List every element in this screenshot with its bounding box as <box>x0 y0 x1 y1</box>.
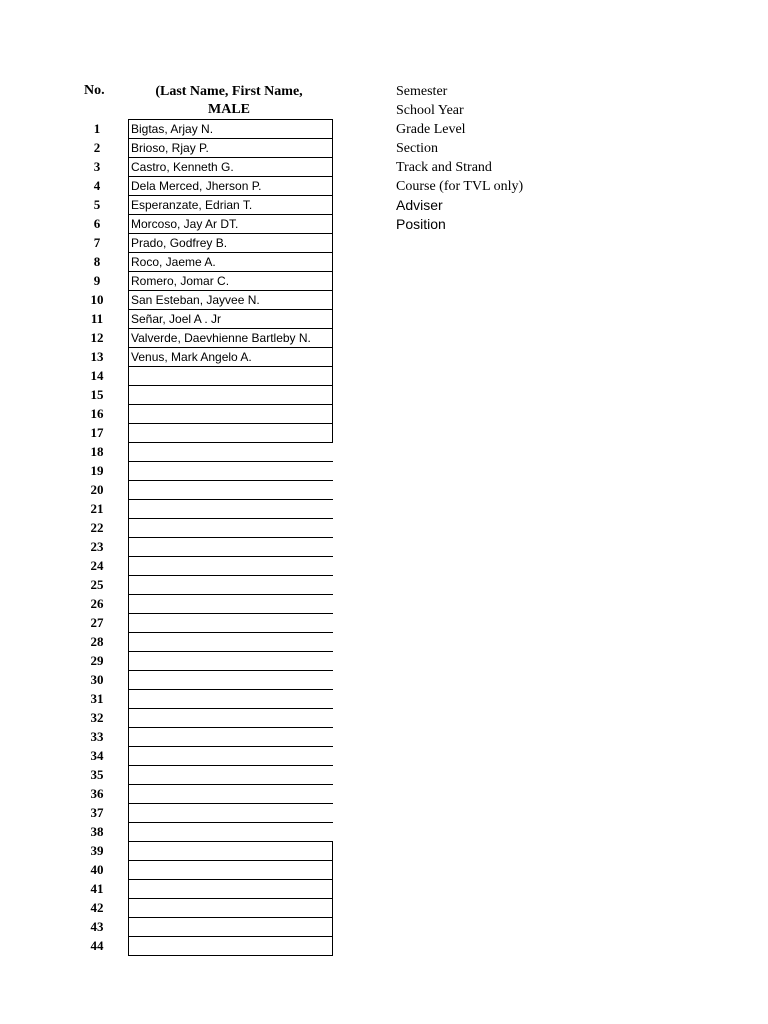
student-name-cell[interactable]: Dela Merced, Jherson P. <box>128 176 333 195</box>
row-number: 29 <box>90 653 104 668</box>
row-number: 27 <box>90 615 104 630</box>
student-name-cell[interactable] <box>128 442 333 461</box>
table-row <box>84 252 334 271</box>
student-name-cell[interactable] <box>128 936 333 956</box>
student-name-cell[interactable] <box>128 499 333 518</box>
student-name-cell[interactable] <box>128 708 333 727</box>
row-number: 14 <box>90 368 104 383</box>
row-number: 38 <box>90 824 104 839</box>
table-row <box>84 157 334 176</box>
student-name-cell[interactable]: Bigtas, Arjay N. <box>128 119 333 138</box>
row-number: 31 <box>90 691 104 706</box>
student-name-cell[interactable]: Valverde, Daevhienne Bartleby N. <box>128 328 333 347</box>
row-number: 23 <box>90 539 104 554</box>
student-name-cell[interactable]: Castro, Kenneth G. <box>128 157 333 176</box>
student-name-cell[interactable] <box>128 366 333 385</box>
row-number: 19 <box>90 463 104 478</box>
student-name-cell[interactable] <box>128 860 333 879</box>
student-name-cell[interactable] <box>128 727 333 746</box>
row-number: 42 <box>90 900 104 915</box>
column-header-name <box>128 83 330 119</box>
table-row <box>84 689 334 708</box>
table-row <box>84 442 334 461</box>
row-number: 41 <box>90 881 104 896</box>
row-number: 44 <box>90 938 104 953</box>
student-name-cell[interactable] <box>128 879 333 898</box>
row-number: 22 <box>90 520 104 535</box>
student-name-cell[interactable] <box>128 689 333 708</box>
table-row <box>84 632 334 651</box>
info-label: Section <box>396 141 438 156</box>
table-row <box>84 613 334 632</box>
table-row <box>84 708 334 727</box>
table-row <box>84 309 334 328</box>
row-number: 36 <box>90 786 104 801</box>
column-header-name-line2: MALE <box>208 102 250 117</box>
student-name-cell[interactable] <box>128 461 333 480</box>
row-number: 37 <box>90 805 104 820</box>
row-number: 43 <box>90 919 104 934</box>
info-label: Semester <box>396 84 448 99</box>
row-number: 34 <box>90 748 104 763</box>
table-row <box>84 670 334 689</box>
info-label: Position <box>396 216 446 232</box>
student-name-cell[interactable] <box>128 613 333 632</box>
column-header-name-line1: (Last Name, First Name, <box>155 84 303 99</box>
student-name-cell[interactable] <box>128 784 333 803</box>
table-row <box>84 404 334 423</box>
table-row <box>84 119 334 138</box>
table-row <box>84 556 334 575</box>
table-row <box>84 784 334 803</box>
row-number: 5 <box>93 197 101 212</box>
table-row <box>84 537 334 556</box>
student-name-cell[interactable] <box>128 632 333 651</box>
row-number: 33 <box>90 729 104 744</box>
student-name-cell[interactable] <box>128 537 333 556</box>
row-number: 15 <box>90 387 104 402</box>
table-row <box>84 480 334 499</box>
row-number: 11 <box>90 311 104 326</box>
row-number: 2 <box>93 140 101 155</box>
table-row <box>84 898 334 917</box>
row-number: 20 <box>90 482 104 497</box>
student-name-cell[interactable] <box>128 385 333 404</box>
row-number: 28 <box>90 634 104 649</box>
student-name-cell[interactable] <box>128 746 333 765</box>
table-row <box>84 290 334 309</box>
table-row <box>84 879 334 898</box>
student-name-cell[interactable] <box>128 841 333 860</box>
class-info-labels <box>396 82 696 234</box>
student-name-cell[interactable] <box>128 822 333 841</box>
student-name-cell[interactable]: Morcoso, Jay Ar DT. <box>128 214 333 233</box>
row-number: 8 <box>93 254 101 269</box>
student-name-cell[interactable] <box>128 917 333 936</box>
student-name-cell[interactable] <box>128 765 333 784</box>
info-label: Adviser <box>396 197 443 213</box>
student-name-cell[interactable] <box>128 556 333 575</box>
table-row <box>84 176 334 195</box>
table-row <box>84 328 334 347</box>
table-row <box>84 746 334 765</box>
row-number: 13 <box>90 349 104 364</box>
row-number: 7 <box>93 235 101 250</box>
row-number: 39 <box>90 843 104 858</box>
table-row <box>84 214 334 233</box>
student-name-cell[interactable] <box>128 898 333 917</box>
table-row <box>84 347 334 366</box>
row-number: 12 <box>90 330 104 345</box>
row-number: 6 <box>93 216 101 231</box>
student-name-cell[interactable]: Prado, Godfrey B. <box>128 233 333 252</box>
row-number: 4 <box>93 178 101 193</box>
table-row <box>84 423 334 442</box>
info-label: Course (for TVL only) <box>396 179 524 194</box>
student-name-cell[interactable] <box>128 670 333 689</box>
row-number: 25 <box>90 577 104 592</box>
student-name-cell[interactable]: Venus, Mark Angelo A. <box>128 347 333 366</box>
table-row <box>84 860 334 879</box>
table-row <box>84 575 334 594</box>
row-number: 26 <box>90 596 104 611</box>
student-name-cell[interactable] <box>128 803 333 822</box>
row-number: 3 <box>93 159 101 174</box>
table-row <box>84 936 334 955</box>
column-header-number: No. <box>84 83 105 98</box>
row-number: 21 <box>90 501 104 516</box>
row-number: 40 <box>90 862 104 877</box>
info-label: Grade Level <box>396 122 466 137</box>
table-row <box>84 651 334 670</box>
row-number: 32 <box>90 710 104 725</box>
table-row <box>84 461 334 480</box>
student-name-cell[interactable] <box>128 594 333 613</box>
row-number: 30 <box>90 672 104 687</box>
table-row <box>84 385 334 404</box>
student-name-cell[interactable] <box>128 651 333 670</box>
student-name-cell[interactable] <box>128 575 333 594</box>
row-number: 16 <box>90 406 104 421</box>
student-name-cell[interactable]: Romero, Jomar C. <box>128 271 333 290</box>
row-number: 24 <box>90 558 104 573</box>
student-name-cell[interactable]: Brioso, Rjay P. <box>128 138 333 157</box>
table-row <box>84 233 334 252</box>
table-row <box>84 499 334 518</box>
table-row <box>84 841 334 860</box>
row-number: 18 <box>90 444 104 459</box>
student-name-cell[interactable]: Esperanzate, Edrian T. <box>128 195 333 214</box>
table-row <box>84 366 334 385</box>
table-row <box>84 138 334 157</box>
row-number: 17 <box>90 425 104 440</box>
student-name-cell[interactable]: San Esteban, Jayvee N. <box>128 290 333 309</box>
table-row <box>84 803 334 822</box>
table-row <box>84 727 334 746</box>
student-roster-table <box>84 119 334 955</box>
student-name-cell[interactable] <box>128 480 333 499</box>
student-name-cell[interactable] <box>128 518 333 537</box>
row-number: 1 <box>93 121 101 136</box>
student-name-cell[interactable] <box>128 404 333 423</box>
student-name-cell[interactable]: Roco, Jaeme A. <box>128 252 333 271</box>
table-row <box>84 765 334 784</box>
table-row <box>84 594 334 613</box>
table-row <box>84 518 334 537</box>
table-row <box>84 917 334 936</box>
student-name-cell[interactable] <box>128 423 333 442</box>
row-number: 35 <box>90 767 104 782</box>
row-number: 10 <box>90 292 104 307</box>
table-row <box>84 822 334 841</box>
student-name-cell[interactable]: Señar, Joel A . Jr <box>128 309 333 328</box>
info-label: Track and Strand <box>396 160 492 175</box>
info-label: School Year <box>396 103 464 118</box>
row-number: 9 <box>93 273 101 288</box>
table-row <box>84 271 334 290</box>
table-row <box>84 195 334 214</box>
